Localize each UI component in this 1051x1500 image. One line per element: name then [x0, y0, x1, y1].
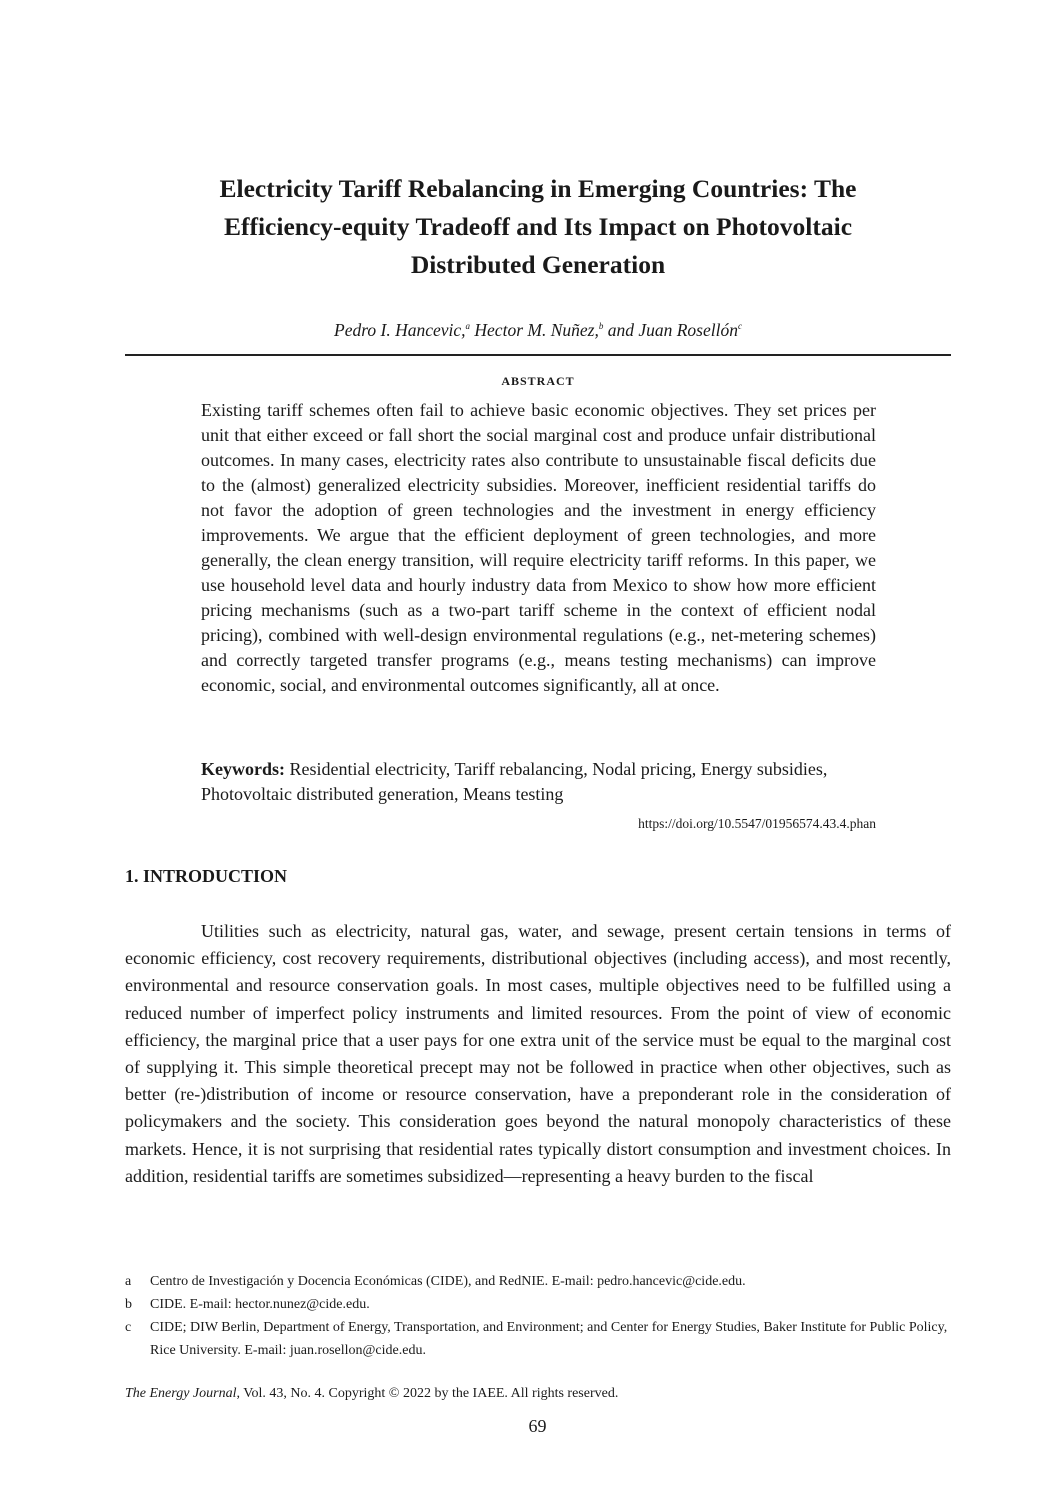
footnote-text: CIDE. E-mail: hector.nunez@cide.edu. — [150, 1297, 370, 1312]
keywords — [201, 757, 876, 807]
page-number: 69 — [528, 1416, 547, 1436]
footnote-text: CIDE; DIW Berlin, Department of Energy, Transportation, and Environment; and Center for Energy Studies, Baker Institute for Public Policy, Rice University. E-mail: juan.rosellon@cide.edu. — [150, 1320, 948, 1358]
header-divider — [125, 354, 951, 356]
abstract-text: Existing tariff schemes often fail to achieve basic economic objectives. They set prices per unit that either exceed or fall short the social marginal cost and produce unfair distributional outcomes. In many cases, electricity rates also contribute to unsustainable fiscal deficits due to the (almost) generalized electricity subsidies. Moreover, inefficient residential tariffs do not favor the adoption of green technologies and the investment in energy efficiency improvements. We argue that the efficient deployment of green technologies, and more generally, the clean energy transition, will require electricity tariff reforms. In this paper, we use household level data and hourly industry data from Mexico to show how more efficient pricing mechanisms (such as a two-part tariff scheme in the context of efficient nodal pricing), combined with well-design environmental regulations (e.g., net-metering schemes) and correctly targeted transfer programs (e.g., means testing mechanisms) can improve economic, social, and environmental outcomes significantly, all at once. — [201, 400, 876, 695]
footnote-mark: b — [125, 1297, 132, 1312]
footnote-text: Centro de Investigación y Docencia Económicas (CIDE), and RedNIE. E-mail: pedro.hancevic@cide.edu. — [150, 1274, 746, 1289]
footnotes — [125, 1270, 951, 1362]
affiliation-mark: a — [465, 321, 471, 332]
footnote — [125, 1316, 951, 1362]
journal-citation — [125, 1386, 618, 1402]
title-line: Efficiency-equity Tradeoff and Its Impact on Photovoltaic — [223, 212, 853, 241]
title-line: Electricity Tariff Rebalancing in Emerging Countries: The — [219, 174, 857, 203]
footnote — [125, 1293, 951, 1316]
section-heading: 1. INTRODUCTION — [125, 866, 288, 886]
footnote — [125, 1270, 951, 1293]
paper-title — [125, 170, 951, 284]
affiliation-mark: b — [598, 321, 604, 332]
doi-link[interactable]: https://doi.org/10.5547/01956574.43.4.phan — [638, 816, 876, 831]
affiliation-mark: c — [737, 321, 742, 332]
abstract-heading: ABSTRACT — [501, 374, 575, 388]
keywords-label: Keywords: — [201, 759, 285, 779]
author-list — [125, 318, 951, 342]
footnote-mark: a — [125, 1274, 132, 1289]
author-name: Pedro I. Hancevic, — [334, 320, 466, 340]
author-name: Juan Rosellón — [638, 320, 738, 340]
title-line: Distributed Generation — [410, 250, 666, 279]
author-conjunction: and — [607, 320, 634, 340]
journal-details: , Vol. 43, No. 4. Copyright © 2022 by the IAEE. All rights reserved. — [236, 1386, 619, 1401]
keywords-list: Residential electricity, Tariff rebalancing, Nodal pricing, Energy subsidies, Photovoltaic distributed generation, Means testing — [201, 759, 828, 804]
footnote-mark: c — [125, 1320, 132, 1335]
section-body: Utilities such as electricity, natural gas, water, and sewage, present certain tensions in terms of economic efficiency, cost recovery requirements, distributional objectives (including access), and most recently, environmental and resource conservation goals. In most cases, multiple objectives need to be fulfilled using a reduced number of imperfect policy instruments and limited resources. From the point of view of economic efficiency, the marginal price that a user pays for one extra unit of the service must be equal to the marginal cost of supplying it. This simple theoretical precept may not be followed in practice when other objectives, such as better (re-)distribution of income or resource conservation, have a preponderant role in the consideration of policymakers and the society. This consideration goes beyond the natural monopoly characteristics of these markets. Hence, it is not surprising that residential rates typically distort consumption and investment choices. In addition, residential tariffs are sometimes subsidized—representing a heavy burden to the fiscal — [125, 921, 951, 1186]
author-name: Hector M. Nuñez, — [474, 320, 599, 340]
journal-name: The Energy Journal — [125, 1386, 237, 1401]
